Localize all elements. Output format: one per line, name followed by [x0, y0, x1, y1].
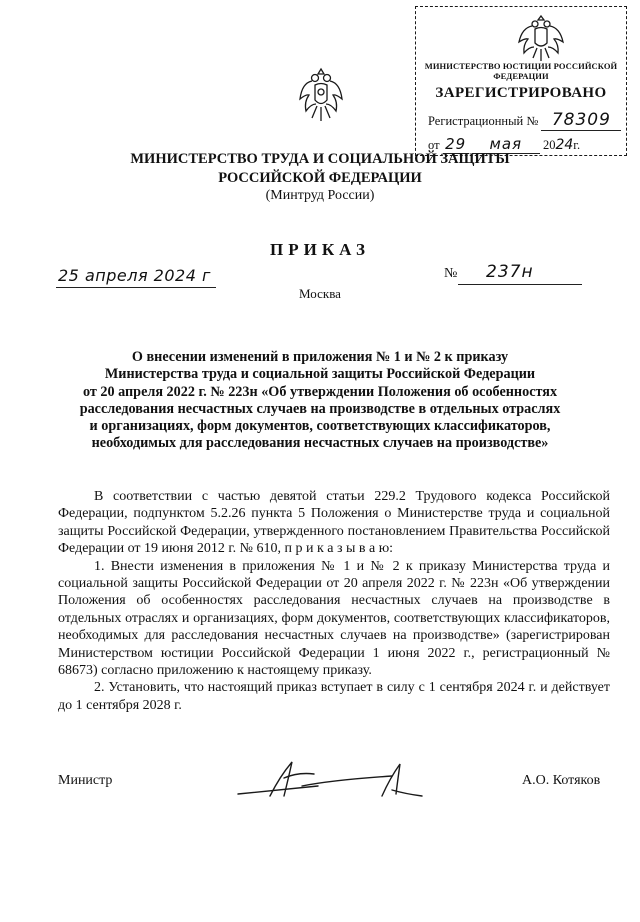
coat-of-arms-icon	[298, 66, 344, 124]
document-title	[70, 349, 570, 453]
title-line: Министерства труда и социальной защиты Российской Федерации	[104, 366, 536, 383]
number-sign: №	[444, 266, 458, 281]
document-number: 237н	[486, 262, 534, 282]
stamp-reg-label: Регистрационный №	[428, 114, 539, 128]
title-line: и организациях, форм документов, соответствующих классификаторов,	[89, 418, 551, 435]
handwritten-signature	[232, 756, 432, 804]
coat-of-arms-icon	[516, 12, 566, 66]
ministry-name-line1: МИНИСТЕРСТВО ТРУДА И СОЦИАЛЬНОЙ ЗАЩИТЫ	[130, 151, 510, 167]
title-line: от 20 апреля 2022 г. № 223н «Об утверждении Положения об особенностях	[82, 383, 558, 400]
title-line: О внесении изменений в приложения № 1 и № 2 к приказу	[131, 349, 509, 365]
stamp-date-day: 29	[443, 135, 469, 154]
stamp-reg-number: 78309	[541, 110, 621, 131]
item-1-paragraph: 1. Внести изменения в приложения № 1 и № 2 к приказу Министерства труда и социальной защиты Российской Федерации от 20 апреля 2022 г. № 223н «Об утверждении Положения об особенностях расследования несчастных случаев на производстве в отдельных отраслях и организациях, форм документов, соответствующих классификаторов, необходимых для расследования несчастных случаев на производстве» (зарегистрирован Министерством юстиции Российской Федерации 1 июня 2022 г., регистрационный № 68673) согласно приложению к настоящему приказу.	[58, 558, 610, 679]
ministry-name-line2: РОССИЙСКОЙ ФЕДЕРАЦИИ	[218, 170, 422, 186]
signatory-name: А.О. Котяков	[522, 773, 601, 788]
stamp-ministry: МИНИСТЕРСТВО ЮСТИЦИИ РОССИЙСКОЙ ФЕДЕРАЦИИ	[424, 61, 618, 81]
preamble-paragraph: В соответствии с частью девятой статьи 229.2 Трудового кодекса Российской Федерации, подпунктом 5.2.26 пункта 5 Положения о Министерстве труда и социальной защиты Российской Федерации, утвержденного постановлением Правительства Российской Федерации от 19 июня 2012 г. № 610, п р и к а з ы в а ю:	[58, 489, 610, 557]
document-body	[58, 488, 610, 714]
document-date: 25 апреля 2024 г	[58, 266, 211, 285]
title-line: необходимых для расследования несчастных случаев на производстве»	[91, 435, 549, 452]
city: Москва	[299, 286, 341, 301]
signatory-position: Министр	[58, 773, 113, 788]
stamp-date-year-prefix: 20	[542, 138, 556, 152]
stamp-date-prefix: от	[428, 138, 440, 152]
stamp-date-month: мая	[472, 135, 540, 154]
registration-stamp	[415, 6, 627, 156]
ministry-short-name: (Минтруд России)	[265, 188, 375, 203]
stamp-date-suffix: г.	[573, 138, 581, 152]
stamp-date-year-suffix: 24	[555, 137, 574, 153]
item-2-paragraph: 2. Установить, что настоящий приказ вступает в силу с 1 сентября 2024 г. и действует до 1 сентября 2028 г.	[58, 680, 610, 713]
stamp-title: ЗАРЕГИСТРИРОВАНО	[435, 85, 607, 101]
number-underline	[458, 284, 582, 285]
document-type: ПРИКАЗ	[270, 240, 370, 259]
stamp-registration	[428, 110, 621, 131]
title-line: расследования несчастных случаев на производстве в отдельных отраслях	[79, 400, 561, 417]
